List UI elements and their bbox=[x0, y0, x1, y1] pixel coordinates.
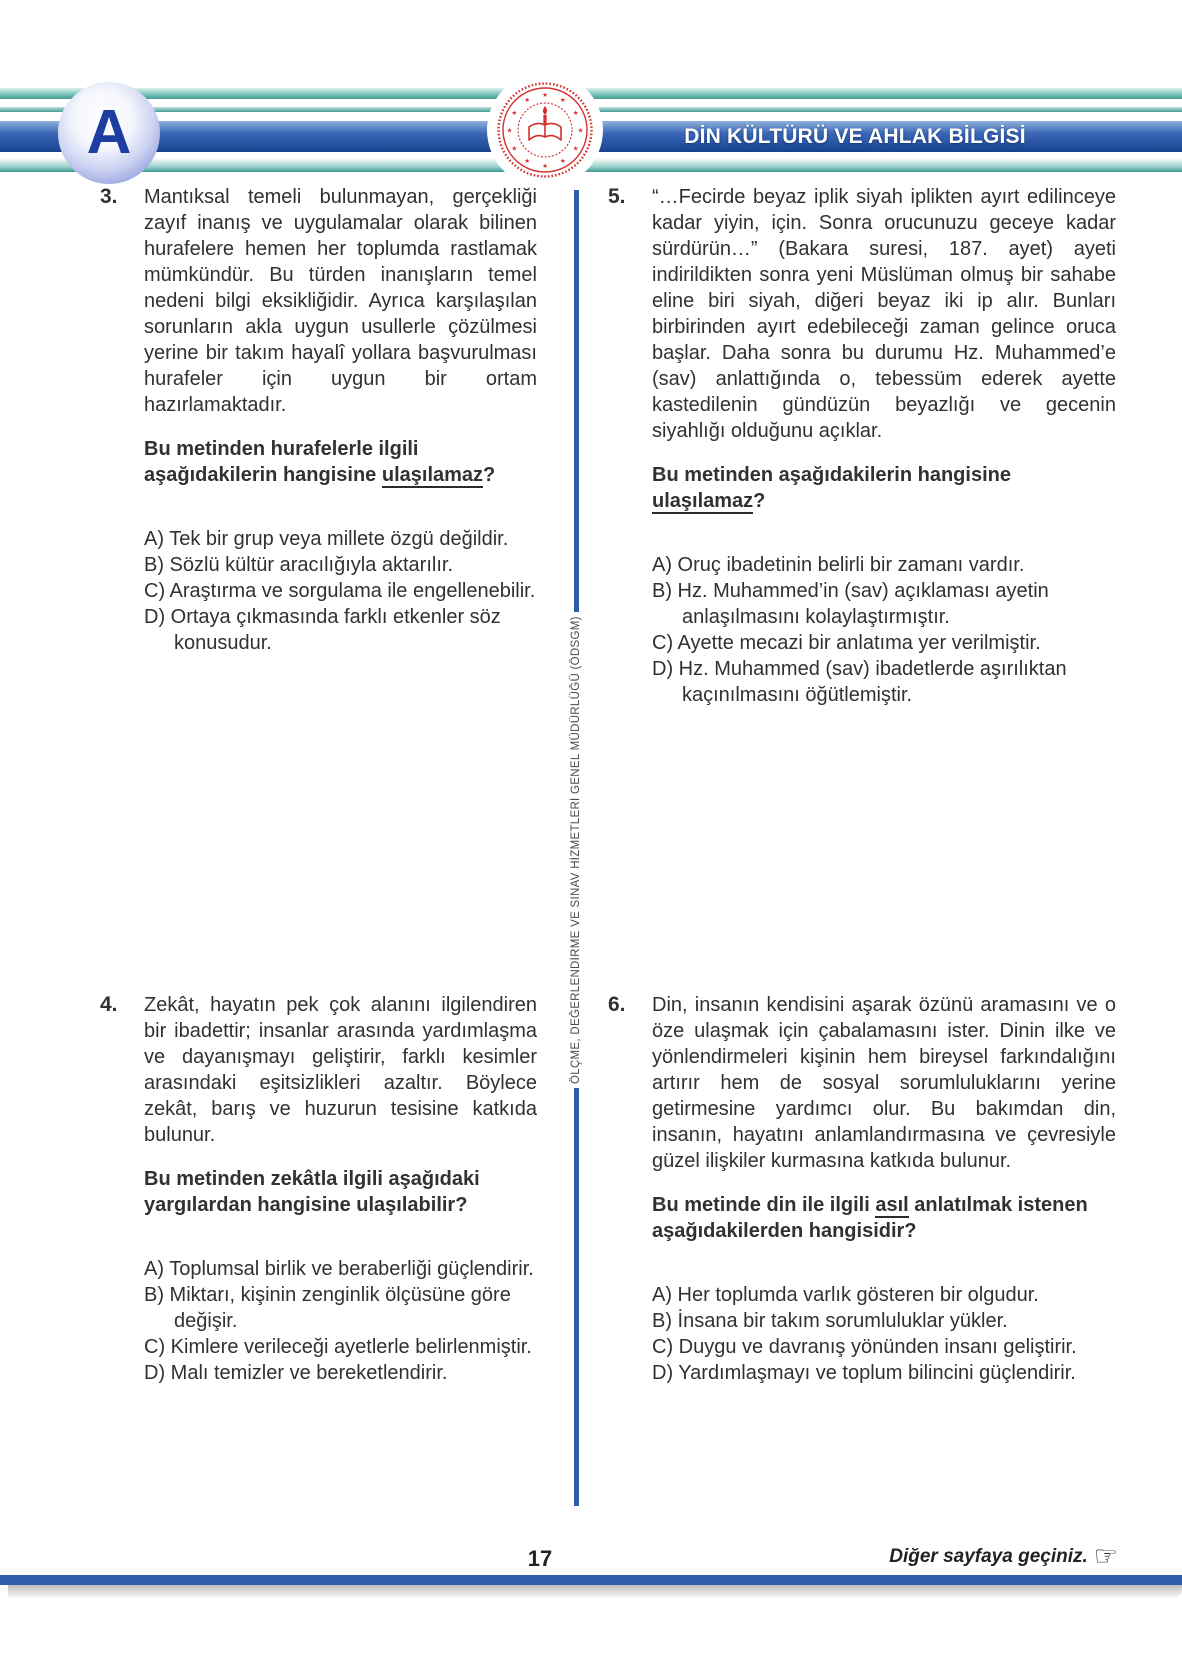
option-item: A) Her toplumda varlık gösteren bir olgudur. bbox=[652, 1284, 1039, 1306]
svg-text:★: ★ bbox=[559, 95, 566, 104]
footer-bar bbox=[0, 1575, 1182, 1585]
option-item: A) Oruç ibadetinin belirli bir zamanı vardır. bbox=[652, 554, 1025, 576]
option-item: C) Araştırma ve sorgulama ile engellenebilir. bbox=[144, 580, 536, 602]
subject-title: DİN KÜLTÜRÜ VE AHLAK BİLGİSİ bbox=[684, 125, 1026, 148]
question-5 bbox=[608, 184, 1116, 708]
next-page-note-text: Diğer sayfaya geçiniz. bbox=[889, 1545, 1088, 1567]
option-item: D) Ortaya çıkmasında farklı etkenler söz konusudur. bbox=[144, 606, 501, 654]
stem-underline: asıl bbox=[875, 1194, 909, 1216]
pointing-hand-icon: ☞ bbox=[1093, 1541, 1118, 1571]
stem-underline: ulaşılamaz bbox=[652, 490, 754, 512]
side-vertical-label: ÖLÇME, DEĞERLENDİRME VE SINAV HİZMETLERİ GENEL MÜDÜRLÜĞÜ (ÖDSGM) bbox=[570, 616, 582, 1084]
footer-shadow bbox=[8, 1585, 1182, 1599]
option-item: A) Toplumsal birlik ve beraberliği güçlendirir. bbox=[144, 1258, 534, 1280]
question-stem: Bu metinde din ile ilgili asıl anlatılmak istenen aşağıdakilerden hangisidir? bbox=[652, 1194, 1088, 1242]
svg-text:★: ★ bbox=[572, 144, 579, 153]
question-body: “…Fecirde beyaz iplik siyah iplikten ayırt edilinceye kadar yiyin, için. Sonra orucunuzu geceye kadar sürdürün…” (Bakara suresi, 187. ayet) ayeti indirildikten sonra yeni Müslüman olmuş bir sahabe eline biri siyah, diğeri beyaz iki ip alır. Bunları birbirinden ayırt edebileceği zaman gelince oruca başlar. Daha sonra bu durumu Hz. Muhammed’e (sav) anlattığında o, tebessüm ederek ayette kastedilenin gündüzün beyazlığı ve gecenin siyahlığı olduğunu açıklar. bbox=[652, 186, 1116, 442]
booklet-letter: A bbox=[86, 98, 132, 167]
svg-text:★: ★ bbox=[542, 162, 548, 170]
svg-text:★: ★ bbox=[506, 126, 513, 135]
option-item: D) Malı temizler ve bereketlendirir. bbox=[144, 1362, 448, 1384]
option-item: B) İnsana bir takım sorumluluklar yükler. bbox=[652, 1310, 1008, 1332]
meb-logo-icon bbox=[495, 80, 595, 180]
question-number: 6. bbox=[608, 993, 626, 1016]
option-item: B) Hz. Muhammed’in (sav) açıklaması ayetin anlaşılmasını kolaylaştırmıştır. bbox=[652, 580, 1049, 628]
question-body: Din, insanın kendisini aşarak özünü aramasını ve o öze ulaşmak için çabalamasını ister. Dinin ilke ve yönlendirmeleri kişinin hem bireysel farkındalığını artırır hem de sosyal sorumluluklarını yerine getirmesine yardımcı olur. Bu bakımdan din, insanın, hayatını anlamlandırmasına ve çevresiyle güzel ilişkiler kurmasına katkıda bulunur. bbox=[652, 994, 1116, 1172]
svg-text:★: ★ bbox=[524, 157, 531, 166]
svg-text:★: ★ bbox=[572, 108, 579, 117]
question-4 bbox=[100, 992, 537, 1386]
question-stem: Bu metinden zekâtla ilgili aşağıdaki yargılardan hangisine ulaşılabilir? bbox=[144, 1168, 480, 1216]
question-stem: Bu metinden aşağıdakilerin hangisine ulaşılamaz? bbox=[652, 464, 1011, 512]
question-number: 5. bbox=[608, 185, 626, 208]
column-divider-bottom bbox=[574, 1088, 579, 1506]
svg-text:★: ★ bbox=[559, 157, 566, 166]
column-divider-top bbox=[574, 190, 579, 612]
option-item: C) Duygu ve davranış yönünden insanı geliştirir. bbox=[652, 1336, 1077, 1358]
question-stem: Bu metinden hurafelerle ilgili aşağıdakilerin hangisine ulaşılamaz? bbox=[144, 438, 496, 486]
svg-text:★: ★ bbox=[542, 91, 548, 99]
option-item: C) Kimlere verileceği ayetlerle belirlenmiştir. bbox=[144, 1336, 532, 1358]
next-page-note bbox=[889, 1543, 1118, 1570]
booklet-letter-badge bbox=[58, 82, 160, 184]
options-list bbox=[144, 1256, 537, 1386]
option-item: C) Ayette mecazi bir anlatıma yer verilmiştir. bbox=[652, 632, 1041, 654]
option-item: B) Sözlü kültür aracılığıyla aktarılır. bbox=[144, 554, 454, 576]
svg-text:★: ★ bbox=[511, 144, 518, 153]
question-body: Mantıksal temeli bulunmayan, gerçekliği zayıf inanış ve uygulamalar olarak bilinen hurafelere hemen her toplumda rastlamak mümkündür. Bu türden inanışların temel nedeni bilgi eksikliğidir. Ayrıca karşılaşılan sorunların akla uygun usullerle çözülmesi yerine bir takım hayalî yollara başvurulması hurafeler için uygun bir ortam hazırlamaktadır. bbox=[144, 186, 537, 416]
question-number: 3. bbox=[100, 185, 118, 208]
page-number: 17 bbox=[527, 1546, 553, 1571]
svg-text:★: ★ bbox=[524, 95, 531, 104]
question-body: Zekât, hayatın pek çok alanını ilgilendiren bir ibadettir; insanlar arasında yardımlaşma ve dayanışmayı geliştirir, farklı kesimler arasındaki eşitsizlikleri azaltır. Böylece zekât, barış ve huzurun tesisine katkıda bulunur. bbox=[144, 994, 537, 1146]
question-3 bbox=[100, 184, 537, 656]
svg-text:★: ★ bbox=[577, 126, 584, 135]
options-list bbox=[652, 552, 1116, 708]
question-6 bbox=[608, 992, 1116, 1386]
option-item: B) Miktarı, kişinin zenginlik ölçüsüne göre değişir. bbox=[144, 1284, 511, 1332]
option-item: D) Yardımlaşmayı ve toplum bilincini güçlendirir. bbox=[652, 1362, 1076, 1384]
option-item: A) Tek bir grup veya millete özgü değildir. bbox=[144, 528, 509, 550]
stem-underline: ulaşılamaz bbox=[381, 464, 484, 486]
question-number: 4. bbox=[100, 993, 118, 1016]
options-list bbox=[144, 526, 537, 656]
svg-text:★: ★ bbox=[511, 108, 518, 117]
option-item: D) Hz. Muhammed (sav) ibadetlerde aşırılıktan kaçınılmasını öğütlemiştir. bbox=[652, 658, 1067, 706]
options-list bbox=[652, 1282, 1116, 1386]
